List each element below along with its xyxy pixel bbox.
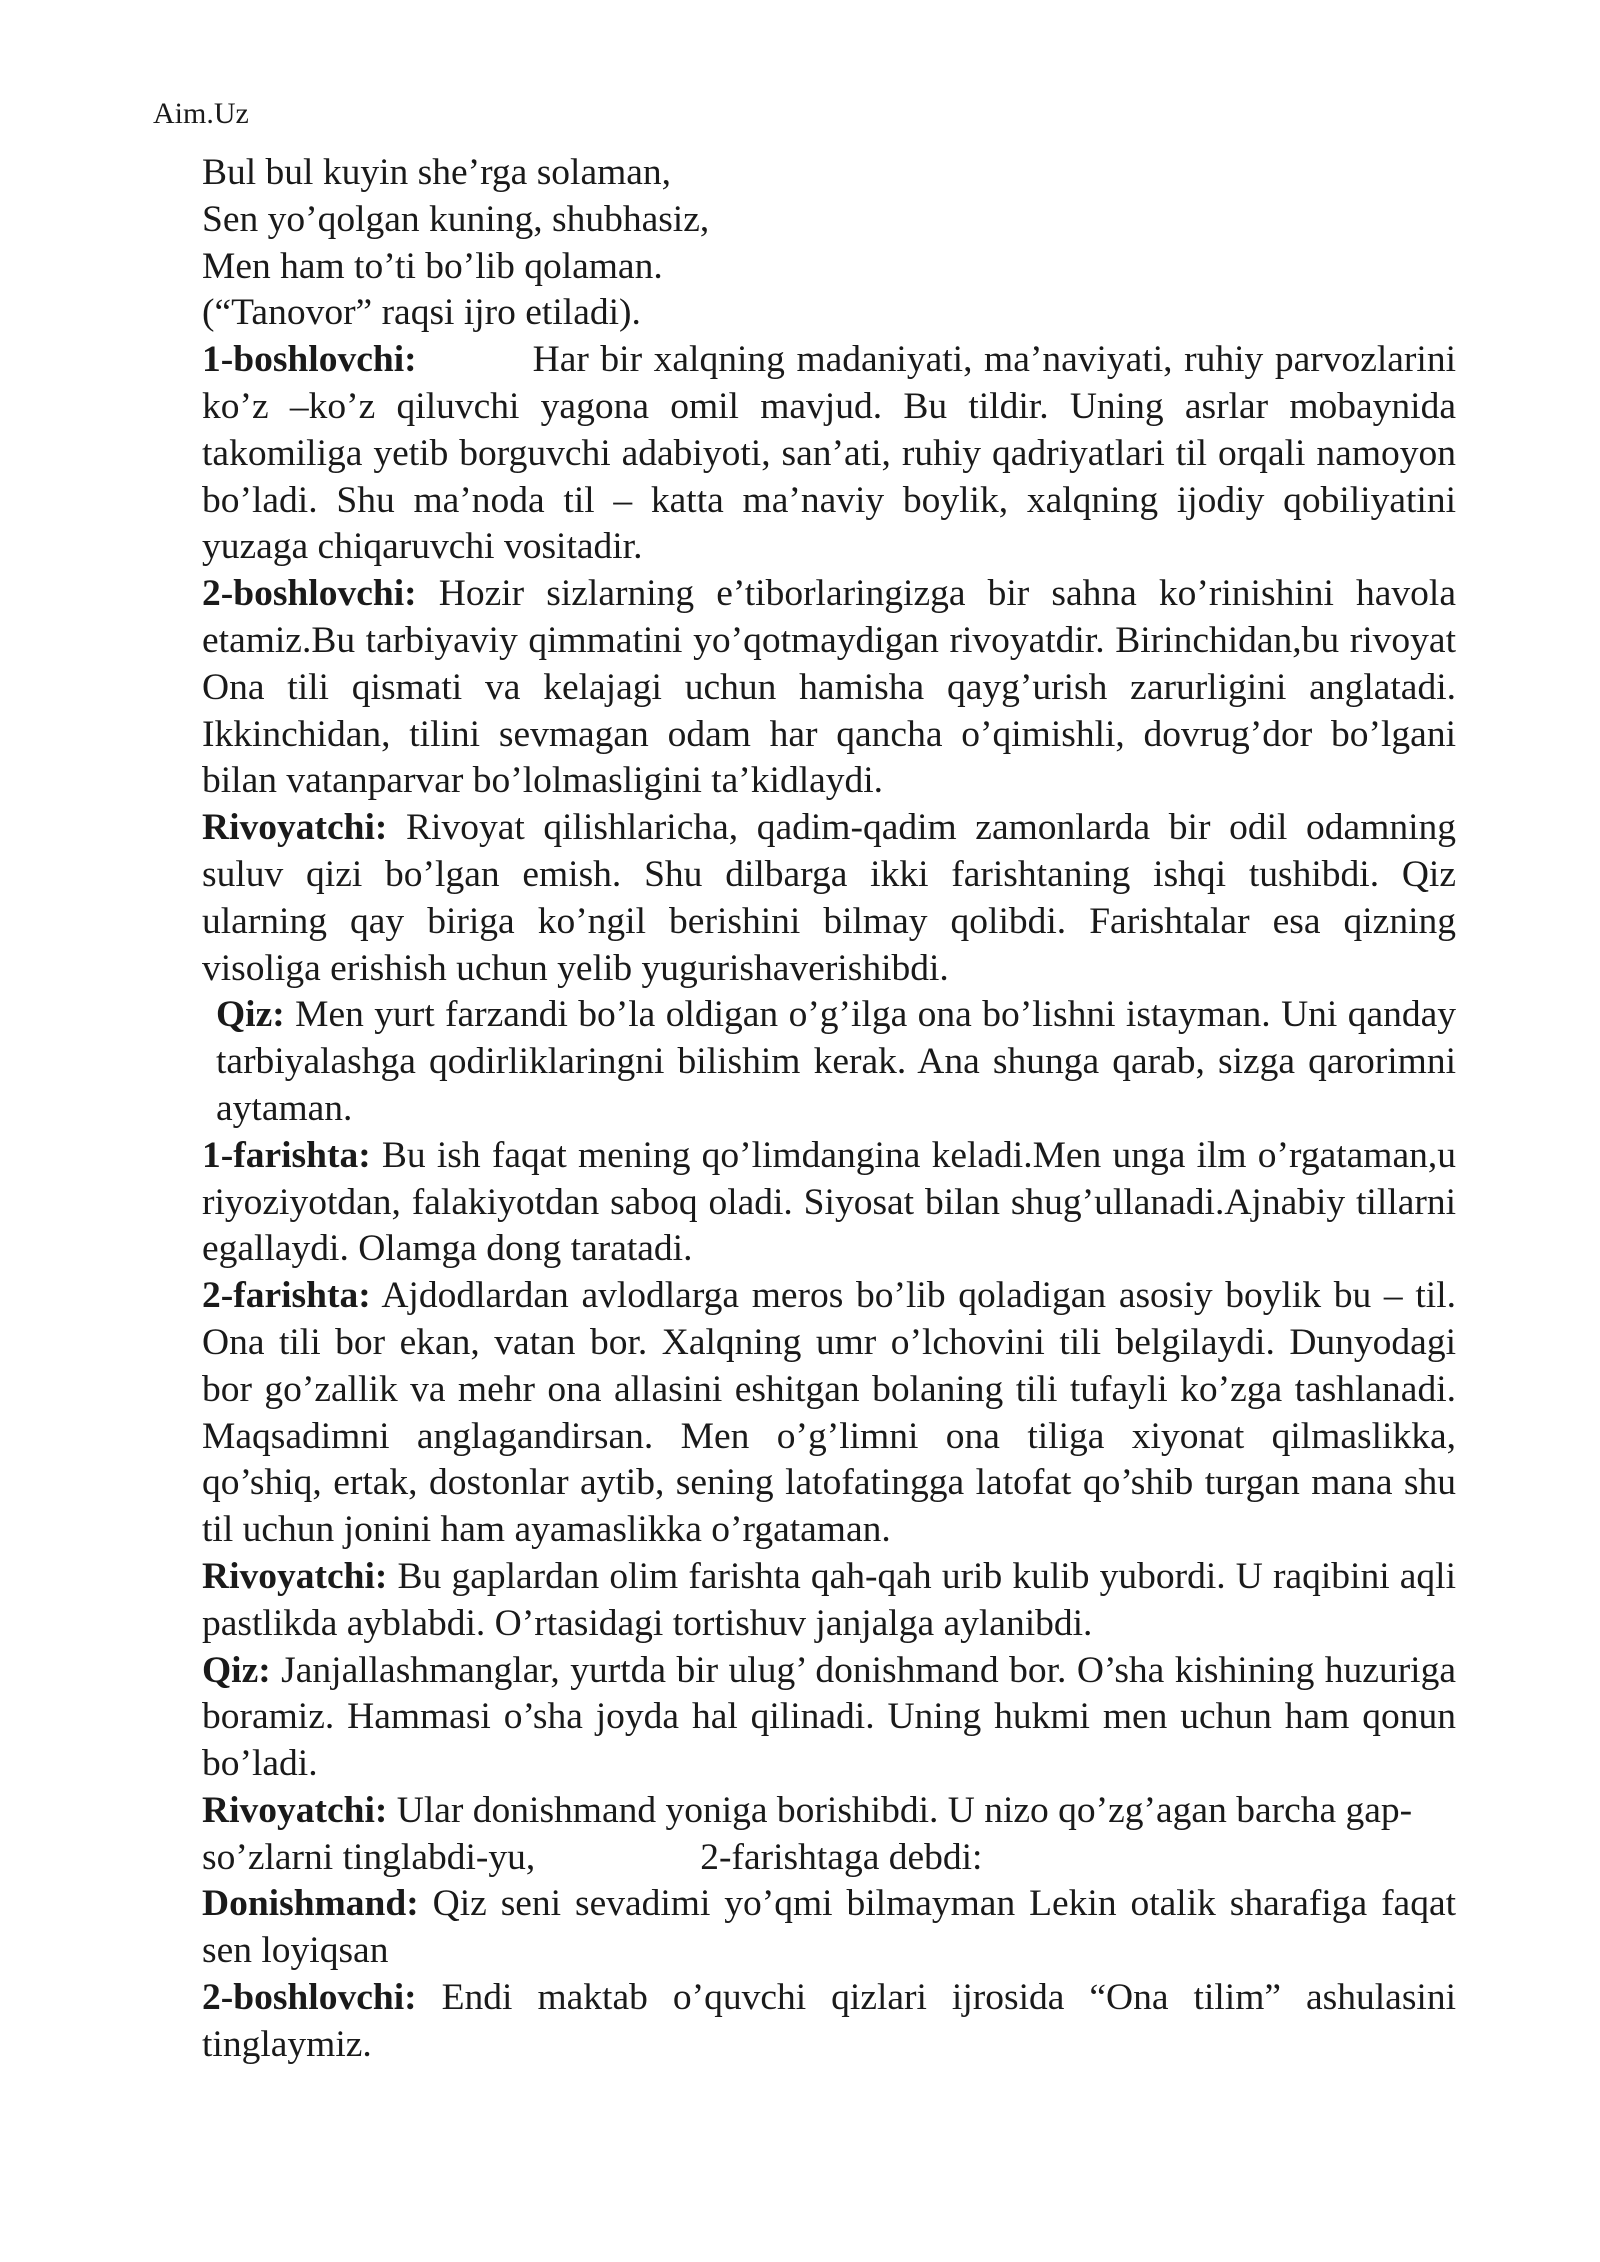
speaker-label: 2-farishta: <box>202 1275 371 1317</box>
dialogue-text-continued: 2-farishtaga debdi: <box>700 1836 983 1878</box>
verse-line: Bul bul kuyin she’rga solaman, <box>202 152 672 193</box>
verse-line: Men ham to’ti bo’lib qolaman. <box>202 245 663 287</box>
dialogue-text: Hozir sizlarning e’tiborlaringizga bir sahna ko’rinishini havola etamiz.Bu tarbiyaviy qimmatini yo’qotmaydigan rivoyatdir. Birinchidan,bu rivoyat Ona tili qismati va kelajagi uchun hamisha qayg’urish zarurligini anglatadi. Ikkinchidan, tilini sevmagan odam har qancha o’qimishli, dovrug’dor bo’lgani bilan vatanparvar bo’lolmasligini ta’kidlaydi. <box>202 573 1456 802</box>
speaker-label: 1-boshlovchi: <box>202 339 417 381</box>
stage-direction: (“Tanovor” raqsi ijro etiladi). <box>202 292 641 334</box>
dialogue-paragraph <box>202 1788 1456 1882</box>
dialogue-paragraph <box>202 1133 1456 1273</box>
dialogue-text: Men yurt farzandi bo’la oldigan o’g’ilga ona bo’lishni istayman. Uni qanday tarbiyalashga qodirliklaringni bilishim kerak. Ana shunga qarab, sizga qarorimni aytaman. <box>216 994 1456 1129</box>
speaker-label: 2-boshlovchi: <box>202 573 417 615</box>
page-header: Aim.Uz <box>153 97 249 130</box>
speaker-label: Qiz: <box>216 994 285 1036</box>
dialogue-paragraph <box>202 1273 1456 1554</box>
speaker-label: Rivoyatchi: <box>202 1789 388 1831</box>
speaker-label: 2-boshlovchi: <box>202 1977 417 2019</box>
dialogue-text: Ajdodlardan avlodlarga meros bo’lib qoladigan asosiy boylik bu – til. Ona tili bor ekan, vatan bor. Xalqning umr o’lchovini tili belgilaydi. Dunyodagi bor go’zallik va mehr ona allasini eshitgan bolaning tili tufayli ko’zga tashlanadi. Maqsadimni anglagandirsan. Men o’g’limni ona tiliga xiyonat qilmaslikka, qo’shiq, ertak, dostonlar aytib, sening latofatingga latofat qo’shib turgan mana shu til uchun jonini ham ayamaslikka o’rgataman. <box>202 1275 1456 1551</box>
speaker-label: Rivoyatchi: <box>202 807 388 849</box>
document-body <box>202 150 1456 2069</box>
dialogue-paragraph <box>202 1648 1456 1788</box>
dialogue-paragraph <box>202 992 1456 1132</box>
speaker-label: 1-farishta: <box>202 1134 371 1176</box>
dialogue-paragraph <box>202 805 1456 992</box>
speaker-label: Donishmand: <box>202 1883 419 1925</box>
dialogue-paragraph <box>202 1881 1456 1975</box>
dialogue-text: Bu ish faqat mening qo’limdangina keladi.Men unga ilm o’rgataman,u riyoziyotdan, falakiyotdan saboq oladi. Siyosat bilan shug’ullanadi.Ajnabiy tillarni egallaydi. Olamga dong taratadi. <box>202 1134 1456 1270</box>
dialogue-paragraph <box>202 1975 1456 2069</box>
speaker-label: Qiz: <box>202 1649 271 1691</box>
verse-line: Sen yo’qolgan kuning, shubhasiz, <box>202 198 710 240</box>
dialogue-text: Endi maktab o’quvchi qizlari ijrosida “Ona tilim” ashulasini tinglaymiz. <box>202 1977 1457 2065</box>
dialogue-text: Qiz seni sevadimi yo’qmi bilmayman Lekin otalik sharafiga faqat sen loyiqsan <box>202 1883 1457 1972</box>
speaker-label: Rivoyatchi: <box>202 1555 388 1597</box>
dialogue-paragraph <box>202 337 1456 571</box>
dialogue-paragraph <box>202 571 1456 805</box>
dialogue-text: Har bir xalqning madaniyati, ma’naviyati, ruhiy parvozlarini ko’z –ko’z qiluvchi yagona omil mavjud. Bu tildir. Uning asrlar mobaynida takomiliga yetib borguvchi adabiyoti, san’ati, ruhiy qadriyatlari til orqali namoyon bo’ladi. Shu ma’noda til – katta ma’naviy boylik, xalqning ijodiy qobiliyatini yuzaga chiqaruvchi vositadir. <box>202 339 1456 568</box>
dialogue-text: Bu gaplardan olim farishta qah-qah urib kulib yubordi. U raqibini aqli pastlikda ayblabdi. O’rtasidagi tortishuv janjalga aylanibdi. <box>202 1555 1456 1644</box>
dialogue-text: Ular donishmand yoniga borishibdi. U nizo qo’zg’agan barcha gap-so’zlarni tinglabdi-yu, <box>202 1789 1413 1878</box>
dialogue-text: Janjallashmanglar, yurtda bir ulug’ donishmand bor. O’sha kishining huzuriga boramiz. Hammasi o’sha joyda hal qilinadi. Uning hukmi men uchun ham qonun bo’ladi. <box>202 1649 1456 1785</box>
dialogue-paragraph <box>202 1554 1456 1648</box>
dialogue-text: Rivoyat qilishlaricha, qadim-qadim zamonlarda bir odil odamning suluv qizi bo’lgan emish. Shu dilbarga ikki farishtaning ishqi tushibdi. Qiz ularning qay biriga ko’ngil berishini bilmay qolibdi. Farishtalar esa qizning visoliga erishish uchun yelib yugurishaverishibdi. <box>202 807 1457 989</box>
